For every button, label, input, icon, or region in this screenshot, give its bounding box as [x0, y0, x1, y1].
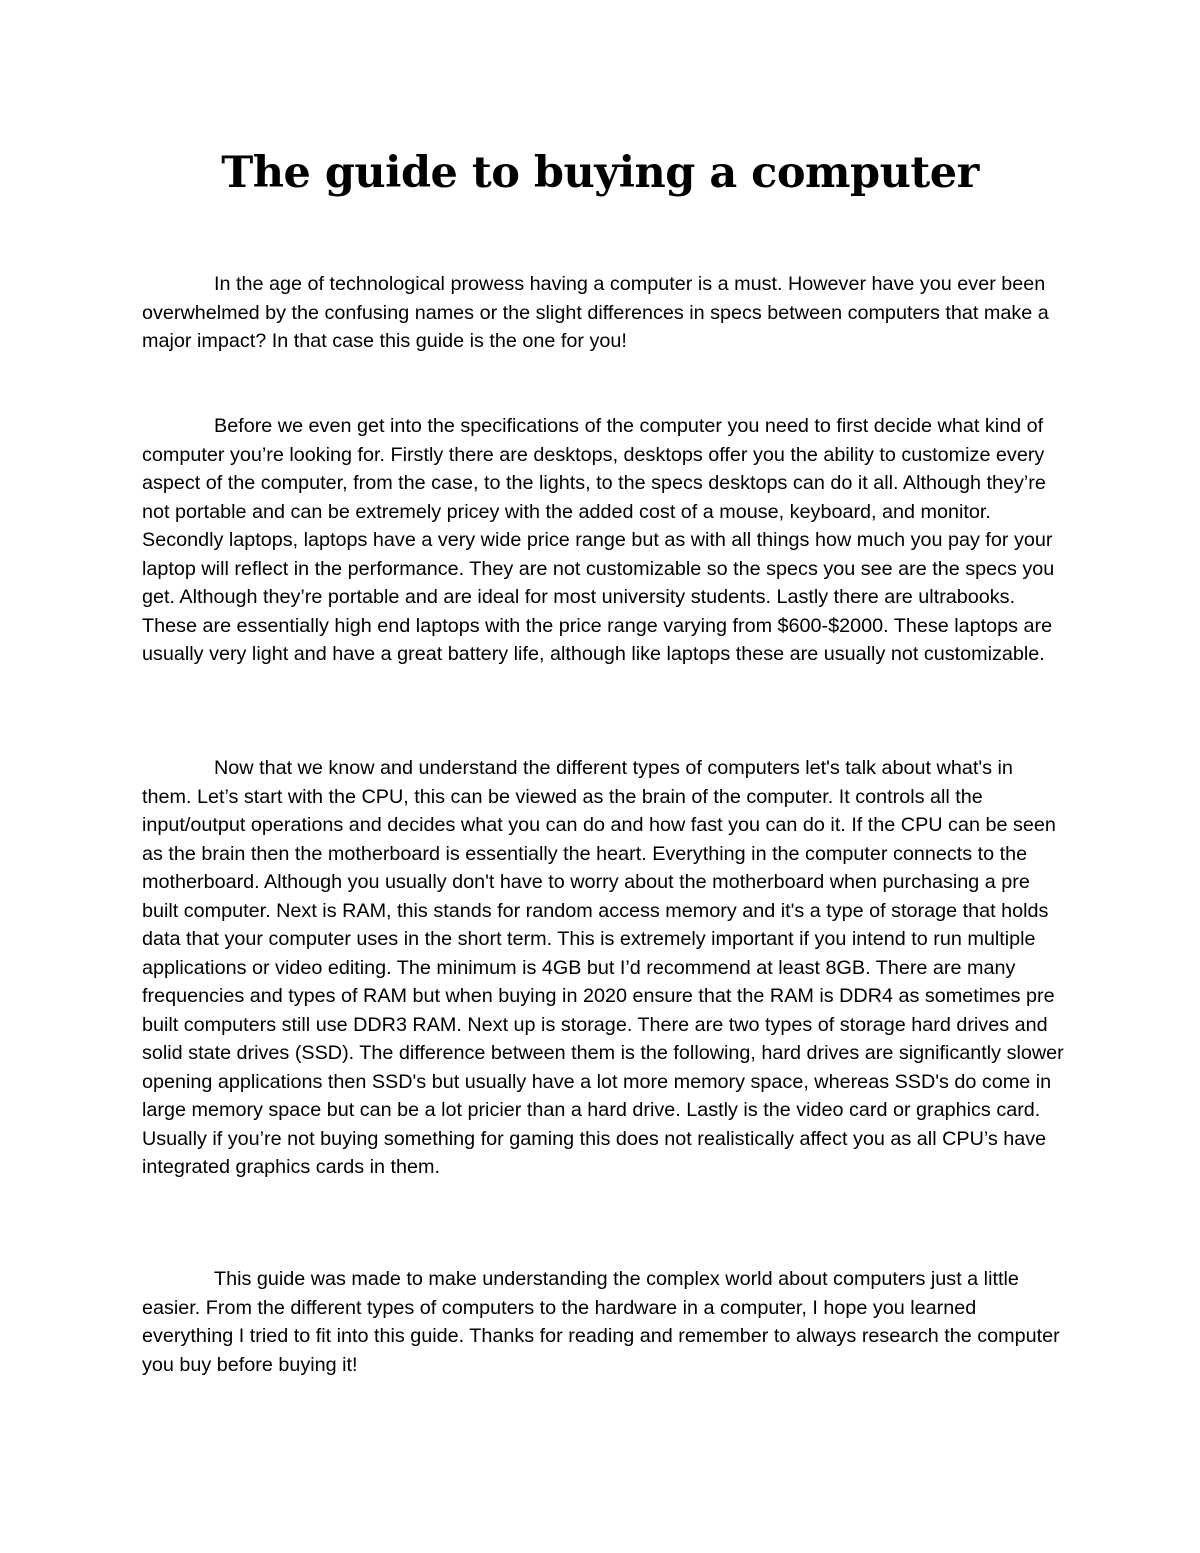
- paragraph-introduction: In the age of technological prowess having a computer is a must. However have you ever been overwhelmed by the confusing names or the slight differences in specs between computers that make a major impact? In that case this guide is the one for you!: [142, 273, 1049, 352]
- paragraph-conclusion: This guide was made to make understanding the complex world about computers just a little easier. From the different types of computers to the hardware in a computer, I hope you learned everything I tried to fit into this guide. Thanks for reading and remember to always research the computer you buy before buying it!: [142, 1268, 1060, 1376]
- paragraph-computer-types: Before we even get into the specifications of the computer you need to first decide what kind of computer you’re looking for. Firstly there are desktops, desktops offer you the ability to customize every aspect of the computer, from the case, to the lights, to the specs desktops can do it all. Although they’re not portable and can be extremely pricey with the added cost of a mouse, keyboard, and monitor. Secondly laptops, laptops have a very wide price range but as with all things how much you pay for your laptop will reflect in the performance. They are not customizable so the specs you see are the specs you get. Although they’re portable and are ideal for most university students. Lastly there are ultrabooks. These are essentially high end laptops with the price range varying from $600-$2000. These laptops are usually very light and have a great battery life, although like laptops these are usually not customizable.: [142, 415, 1055, 665]
- paragraph-computer-components: Now that we know and understand the different types of computers let's talk about what's in them. Let’s start with the CPU, this can be viewed as the brain of the computer. It controls all the input/output operations and decides what you can do and how fast you can do it. If the CPU can be seen as the brain then the motherboard is essentially the heart. Everything in the computer connects to the motherboard. Although you usually don't have to worry about the motherboard when purchasing a pre built computer. Next is RAM, this stands for random access memory and it's a type of storage that holds data that your computer uses in the short term. This is extremely important if you intend to run multiple applications or video editing. The minimum is 4GB but I’d recommend at least 8GB. There are many frequencies and types of RAM but when buying in 2020 ensure that the RAM is DDR4 as sometimes pre built computers still use DDR3 RAM. Next up is storage. There are two types of storage hard drives and solid state drives (SSD). The difference between them is the following, hard drives are significantly slower opening applications then SSD's but usually have a lot more memory space, whereas SSD's do come in large memory space but can be a lot pricier than a hard drive. Lastly is the video card or graphics card. Usually if you’re not buying something for gaming this does not realistically affect you as all CPU’s have integrated graphics cards in them.: [142, 757, 1064, 1178]
- document-title: The guide to buying a computer: [221, 148, 979, 198]
